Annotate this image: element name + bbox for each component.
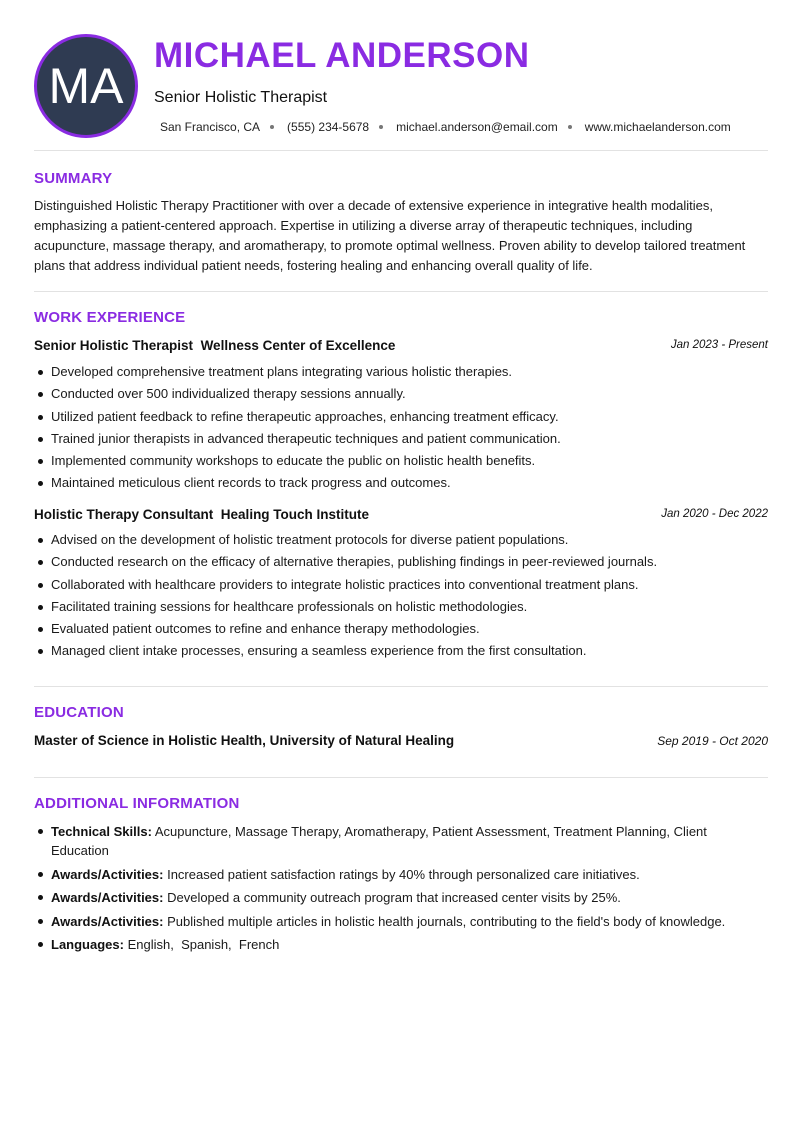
list-item: Developed comprehensive treatment plans integrating various holistic therapies.	[34, 362, 768, 384]
contact-website[interactable]: www.michaelanderson.com	[584, 120, 731, 134]
info-label: Technical Skills:	[51, 824, 152, 839]
contact-info	[160, 120, 731, 134]
list-item	[34, 822, 768, 860]
info-label: Awards/Activities:	[51, 913, 164, 929]
list-item: Conducted over 500 individualized therapy sessions annually.	[34, 384, 768, 406]
avatar	[34, 34, 138, 138]
candidate-name: MICHAEL ANDERSON	[154, 36, 530, 75]
additional-info-list	[34, 822, 768, 959]
info-text: Increased patient satisfaction ratings by 40% through personalized care initiatives.	[167, 866, 640, 882]
contact-email[interactable]: michael.anderson@email.com	[396, 120, 558, 134]
additional-info-heading: ADDITIONAL INFORMATION	[34, 795, 240, 812]
education-dates: Sep 2019 - Oct 2020	[657, 734, 768, 748]
resume-header	[34, 34, 768, 138]
list-item: Conducted research on the efficacy of alternative therapies, publishing findings in peer-reviewed journals.	[34, 552, 768, 574]
contact-phone: (555) 234-5678	[287, 120, 370, 134]
job-header	[34, 507, 768, 522]
list-item: Managed client intake processes, ensuring a seamless experience from the first consultation.	[34, 641, 768, 663]
divider	[34, 777, 768, 778]
info-text: Developed a community outreach program that increased center visits by 25%.	[167, 890, 621, 905]
job-dates: Jan 2020 - Dec 2022	[661, 508, 768, 520]
list-item: Collaborated with healthcare providers to integrate holistic practices into conventional treatment plans.	[34, 575, 768, 597]
list-item: Maintained meticulous client records to track progress and outcomes.	[34, 473, 768, 495]
contact-location: San Francisco, CA	[160, 120, 261, 134]
list-item: Utilized patient feedback to refine therapeutic approaches, enhancing treatment efficacy.	[34, 407, 768, 429]
education-heading: EDUCATION	[34, 704, 124, 721]
list-item	[34, 935, 768, 954]
avatar-initials: MA	[48, 58, 124, 114]
summary-heading: SUMMARY	[34, 170, 113, 187]
summary-text: Distinguished Holistic Therapy Practitioner with over a decade of extensive experience in integrative health modalities, emphasizing a patient-centered approach. Expertise in utilizing a diverse array of therapeutic techniques, including acupuncture, massage therapy, and aromatherapy, to promote optimal wellness. Proven ability to develop tailored treatment plans that address individual patient needs, fostering healing and enhancing overall quality of life.	[34, 198, 746, 273]
list-item: Facilitated training sessions for healthcare professionals on holistic methodologies.	[34, 597, 768, 619]
job-role: Holistic Therapy Consultant	[34, 507, 214, 522]
info-label: Awards/Activities:	[51, 866, 164, 882]
info-text: Published multiple articles in holistic health journals, contributing to the field's body of knowledge.	[167, 913, 726, 929]
info-text: Acupuncture, Massage Therapy, Aromatherapy, Patient Assessment, Treatment Planning, Client Education	[51, 824, 707, 858]
job-header	[34, 338, 768, 353]
work-experience-heading: WORK EXPERIENCE	[34, 309, 186, 326]
list-item: Implemented community workshops to educate the public on holistic health benefits.	[34, 451, 768, 473]
job-role: Senior Holistic Therapist	[34, 338, 194, 353]
divider	[34, 291, 768, 292]
education-entry	[34, 733, 768, 748]
divider	[34, 150, 768, 151]
divider	[34, 686, 768, 687]
list-item: Trained junior therapists in advanced therapeutic techniques and patient communication.	[34, 429, 768, 451]
info-text: English, Spanish, French	[127, 937, 280, 952]
job-bullets	[34, 530, 768, 664]
job-company: Wellness Center of Excellence	[200, 338, 396, 353]
list-item	[34, 912, 768, 931]
separator-dot	[379, 125, 383, 129]
education-degree: Master of Science in Holistic Health, University of Natural Healing	[34, 733, 455, 748]
job-company: Healing Touch Institute	[220, 507, 370, 522]
list-item: Evaluated patient outcomes to refine and enhance therapy methodologies.	[34, 619, 768, 641]
candidate-title: Senior Holistic Therapist	[154, 89, 328, 106]
list-item	[34, 888, 768, 907]
list-item	[34, 865, 768, 884]
list-item: Advised on the development of holistic treatment protocols for diverse patient populations.	[34, 530, 768, 552]
separator-dot	[270, 125, 274, 129]
info-label: Awards/Activities:	[51, 890, 164, 905]
info-label: Languages:	[51, 937, 124, 952]
separator-dot	[568, 125, 572, 129]
job-dates: Jan 2023 - Present	[670, 339, 768, 351]
job-bullets	[34, 362, 768, 496]
